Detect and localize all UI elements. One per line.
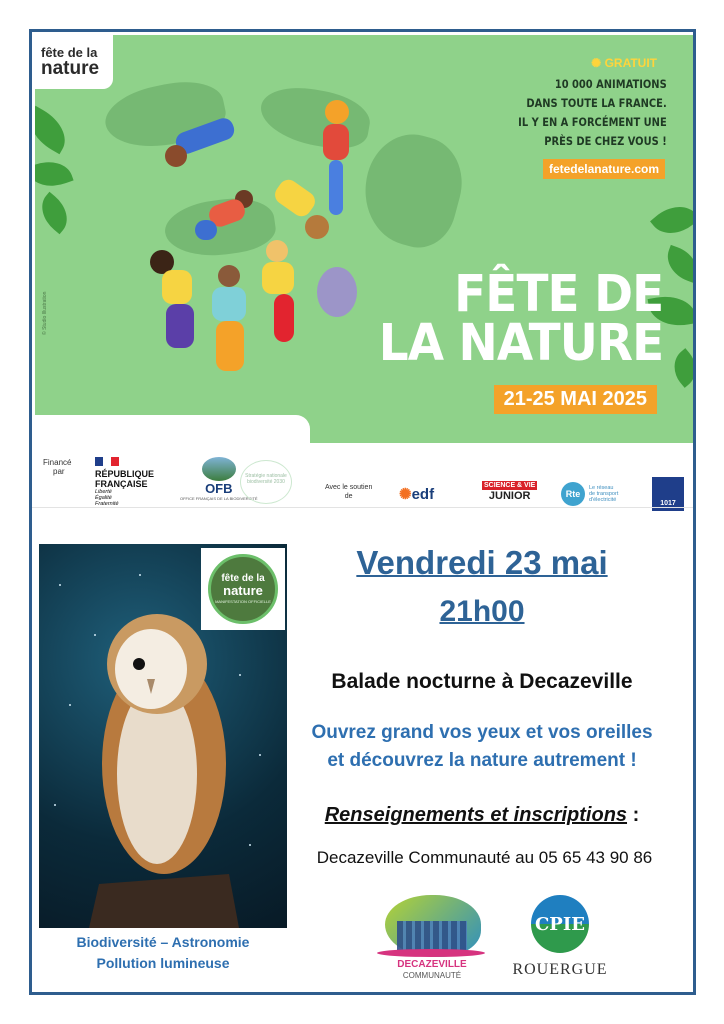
with-support-label: Avec le soutien de bbox=[325, 484, 373, 500]
event-title: Balade nocturne à Decazeville bbox=[331, 670, 633, 693]
festival-title: FÊTE DE LA NATURE bbox=[378, 265, 663, 373]
official-event-badge: fête de la nature MANIFESTATION OFFICIELLE bbox=[201, 548, 285, 630]
science-vie-junior-logo: SCIENCE & VIE JUNIOR bbox=[484, 482, 536, 502]
decazeville-communaute-logo: DECAZEVILLE COMMUNAUTÉ bbox=[377, 895, 487, 985]
snb-logo: Stratégie nationale biodiversité 2030 bbox=[240, 460, 292, 504]
rte-logo: Rte Le réseau de transport d'électricité bbox=[561, 482, 618, 506]
sncf-logo: 1017 bbox=[652, 477, 684, 511]
leaf bbox=[35, 154, 74, 194]
photo-credit: © Studio Illustration bbox=[42, 291, 48, 335]
event-time: 21h00 bbox=[439, 595, 525, 628]
website-link[interactable]: fetedelanature.com bbox=[543, 159, 665, 179]
banner bbox=[35, 35, 693, 445]
festival-dates: 21-25 MAI 2025 bbox=[494, 385, 657, 414]
republique-francaise-logo: RÉPUBLIQUE FRANÇAISE Liberté Égalité Fraternité bbox=[95, 457, 154, 507]
ofb-logo: OFB OFFICE FRANÇAIS DE LA BIODIVERSITÉ bbox=[180, 457, 258, 501]
edf-logo: ✺edf bbox=[399, 486, 435, 503]
bird-shadow bbox=[352, 125, 472, 256]
sponsors-strip bbox=[35, 415, 693, 505]
leaf bbox=[661, 245, 693, 283]
info-heading: Renseignements et inscriptions : bbox=[324, 804, 640, 826]
leaf bbox=[35, 106, 74, 154]
event-date: Vendredi 23 mai bbox=[356, 544, 608, 581]
event-description: Ouvrez grand vos yeux et vos oreilles et découvrez la nature autrement ! bbox=[311, 722, 653, 771]
free-label: ✺ GRATUIT bbox=[591, 56, 657, 70]
cpie-rouergue-logo: CPIE ROUERGUE bbox=[510, 895, 610, 985]
leaf bbox=[665, 348, 693, 388]
owl-photo bbox=[39, 544, 287, 928]
fete-nature-logo: fête de la nature bbox=[35, 35, 113, 89]
contact-line: Decazeville Communauté au 05 65 43 90 86 bbox=[316, 848, 653, 867]
divider bbox=[32, 507, 693, 508]
leaf bbox=[35, 192, 76, 234]
poster-frame bbox=[29, 29, 696, 995]
financed-by-label: Financé par bbox=[43, 458, 72, 476]
leaf bbox=[650, 196, 693, 245]
tagline: 10 000 ANIMATIONS DANS TOUTE LA FRANCE. IL Y EN A FORCÉMENT UNE PRÈS DE CHEZ VOUS ! bbox=[518, 77, 667, 148]
theme-caption: Biodiversité – Astronomie Pollution lumineuse bbox=[76, 934, 250, 971]
bird-shadow bbox=[256, 81, 374, 154]
